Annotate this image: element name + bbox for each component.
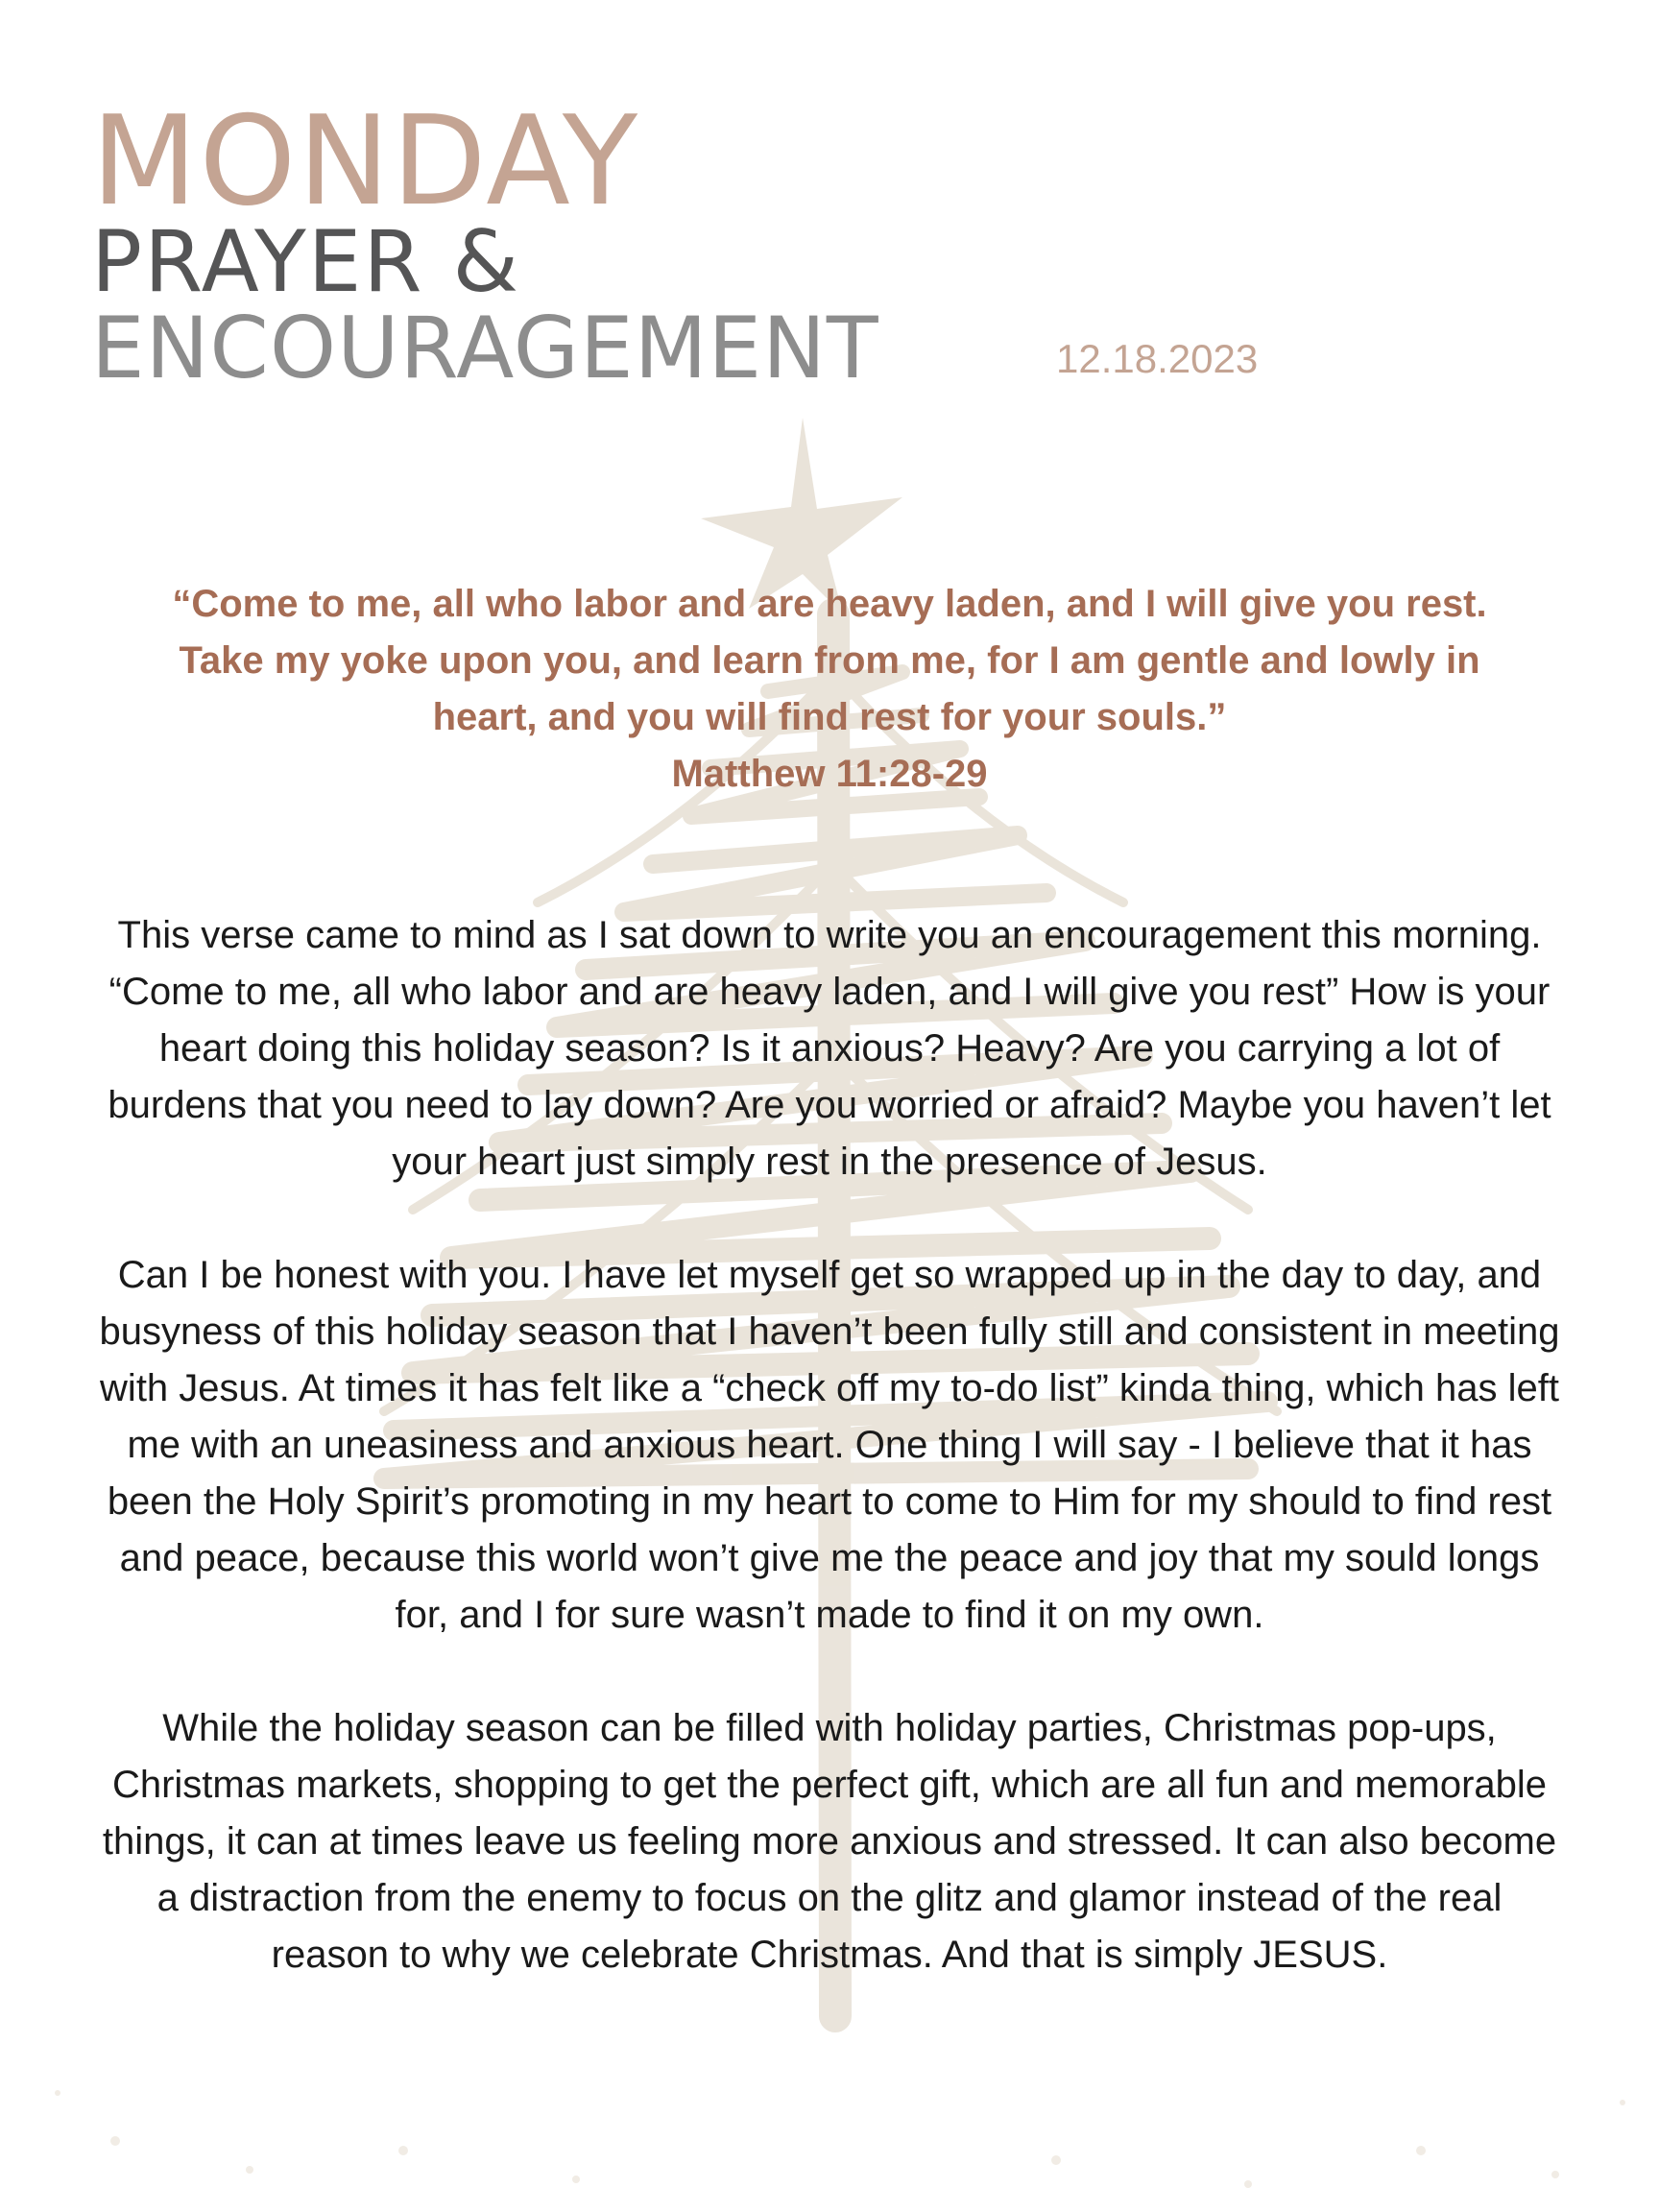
title-prayer: PRAYER & [91, 212, 521, 311]
paragraph: Can I be honest with you. I have let myself get so wrapped up in the day to day, and busyness of this holiday season that I haven’t been fully still and consistent in meeting with Jesus. At times it has felt like a “check off my to-do list” kinda thing, which has left me with an uneasiness and anxious heart. One thing I will say - I believe that it has been the Holy Spirit’s promoting in my heart to come to Him for my should to find rest and peace, because this world won’t give me the peace and joy that my sould longs for, and I for sure wasn’t made to find it on my own. [99, 1254, 1560, 1636]
date-label: 12.18.2023 [1056, 336, 1259, 381]
verse-reference: Matthew 11:28-29 [671, 753, 988, 795]
title-encouragement: ENCOURAGEMENT [91, 299, 879, 397]
verse-text: “Come to me, all who labor and are heavy laden, and I will give you rest. Take my yoke upon you, and learn from me, for I am gentle and lowly in heart, and you will find rest for your souls.” [172, 583, 1487, 738]
paragraph: This verse came to mind as I sat down to write you an encouragement this morning. “Come to me, all who labor and are heavy laden, and I will give you rest” How is your heart doing this holiday season? Is it anxious? Heavy? Are you carrying a lot of burdens that you need to lay down? Are you worried or afraid? Maybe you haven’t let your heart just simply rest in the presence of Jesus. [108, 914, 1551, 1183]
page-header [91, 90, 879, 397]
paragraph: While the holiday season can be filled with holiday parties, Christmas pop-ups, Christmas markets, shopping to get the perfect gift, which are all fun and memorable things, it can at times leave us feeling more anxious and stressed. It can also become a distraction from the enemy to focus on the glitz and glamor instead of the real reason to why we celebrate Christmas. And that is simply JESUS. [102, 1707, 1557, 1976]
devotional-body [96, 907, 1563, 1984]
title-day: MONDAY [91, 90, 640, 233]
scripture-verse [134, 576, 1525, 803]
